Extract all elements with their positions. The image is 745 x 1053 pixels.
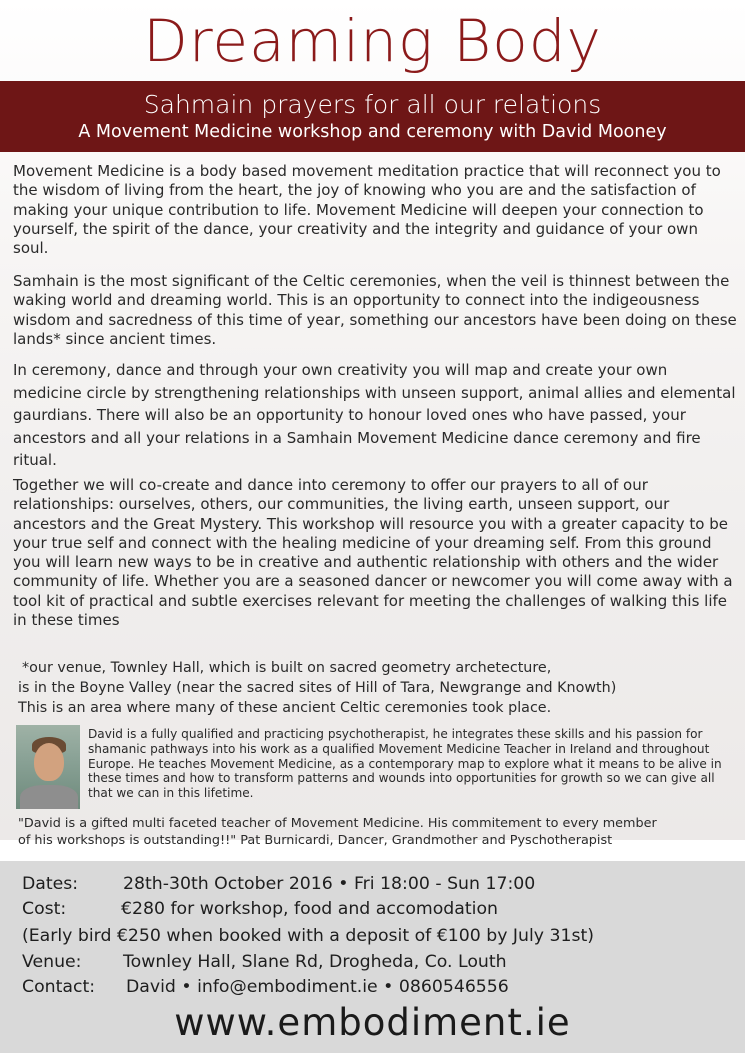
subtitle-banner <box>0 81 745 152</box>
event-subtitle: Sahmain prayers for all our relations <box>143 90 602 119</box>
venue-label: Venue: <box>22 952 82 972</box>
early-bird-text: (Early bird €250 when booked with a deposit of €100 by July 31st) <box>22 926 595 946</box>
teacher-photo <box>16 725 80 809</box>
contact-label: Contact: <box>22 977 96 997</box>
quote-line: of his workshops is outstanding!!" Pat Burnicardi, Dancer, Grandmother and Pyschotherapist <box>18 832 613 848</box>
quote-line: "David is a gifted multi faceted teacher of Movement Medicine. His commitement to every member <box>18 816 657 831</box>
venue-note-line: is in the Boyne Valley (near the sacred sites of Hill of Tara, Newgrange and Knowth) <box>18 680 617 696</box>
photo-face <box>34 743 64 781</box>
testimonial-quote <box>18 816 738 849</box>
venue-note-line: This is an area where many of these ancient Celtic ceremonies took place. <box>18 700 552 716</box>
contact-row <box>22 976 509 998</box>
cost-row <box>22 898 498 920</box>
paragraph-movement-medicine: Movement Medicine is a body based movement meditation practice that will reconnect you to the wisdom of living from the heart, the joy of knowing who you are and the satisfaction of making your unique contribution to life. Movement Medicine will deepen your connection to yourself, the spirit of the dance, your creativity and the integrity and guidance of your own soul. <box>13 162 721 258</box>
cost-value: €280 for workshop, food and accomodation <box>121 899 498 919</box>
dates-row <box>22 873 536 895</box>
contact-value: David • info@embodiment.ie • 0860546556 <box>126 977 509 997</box>
event-tagline: A Movement Medicine workshop and ceremony with David Mooney <box>78 122 667 142</box>
venue-note <box>18 658 718 718</box>
teacher-bio: David is a fully qualified and practicing psychotherapist, he integrates these skills and his passion for shamanic pathways into his work as a qualified Movement Medicine Teacher in Ireland and throughout Europe. He teaches Movement Medicine, as a contemporary map to explore what it means to be alive in these times and how to transform patterns and wounds into opportunities for growth so we can give all that we can in this lifetime. <box>88 727 722 801</box>
cost-label: Cost: <box>22 899 67 919</box>
dates-label: Dates: <box>22 874 79 894</box>
venue-value: Townley Hall, Slane Rd, Drogheda, Co. Louth <box>123 952 507 972</box>
venue-row <box>22 951 507 973</box>
paragraph-ceremony: In ceremony, dance and through your own creativity you will map and create your own medicine circle by strengthening relationships with unseen support, animal allies and elemental gaurdians. There will also be an opportunity to honour loved ones who have passed, your ancestors and all your relations in a Samhain Movement Medicine dance ceremony and fire ritual. <box>13 361 736 469</box>
paragraph-samhain: Samhain is the most significant of the Celtic ceremonies, when the veil is thinnest between the waking world and dreaming world. This is an opportunity to connect into the indigeousness wisdom and sacredness of this time of year, something our ancestors have been doing on these lands* since ancient times. <box>13 272 737 348</box>
paragraph-together: Together we will co-create and dance into ceremony to offer our prayers to all of our relationships: ourselves, others, our communities, the living earth, unseen support, our ancestors and the Great Mystery. This workshop will resource you with a greater capacity to be your true self and connect with the healing medicine of your dreaming self. From this ground you will learn new ways to be in creative and authentic relationship with others and the wider community of life. Whether you are a seasoned dancer or newcomer you will come away with a tool kit of practical and subtle exercises relevant for meeting the challenges of walking this life in these times <box>13 476 733 630</box>
website-link[interactable]: www.embodiment.ie <box>174 1001 571 1044</box>
early-bird-row <box>22 925 594 947</box>
dates-value: 28th-30th October 2016 • Fri 18:00 - Sun 17:00 <box>123 874 536 894</box>
page-title: Dreaming Body <box>143 7 602 75</box>
venue-note-line: *our venue, Townley Hall, which is built on sacred geometry archetecture, <box>22 660 552 676</box>
photo-shirt <box>20 785 78 809</box>
